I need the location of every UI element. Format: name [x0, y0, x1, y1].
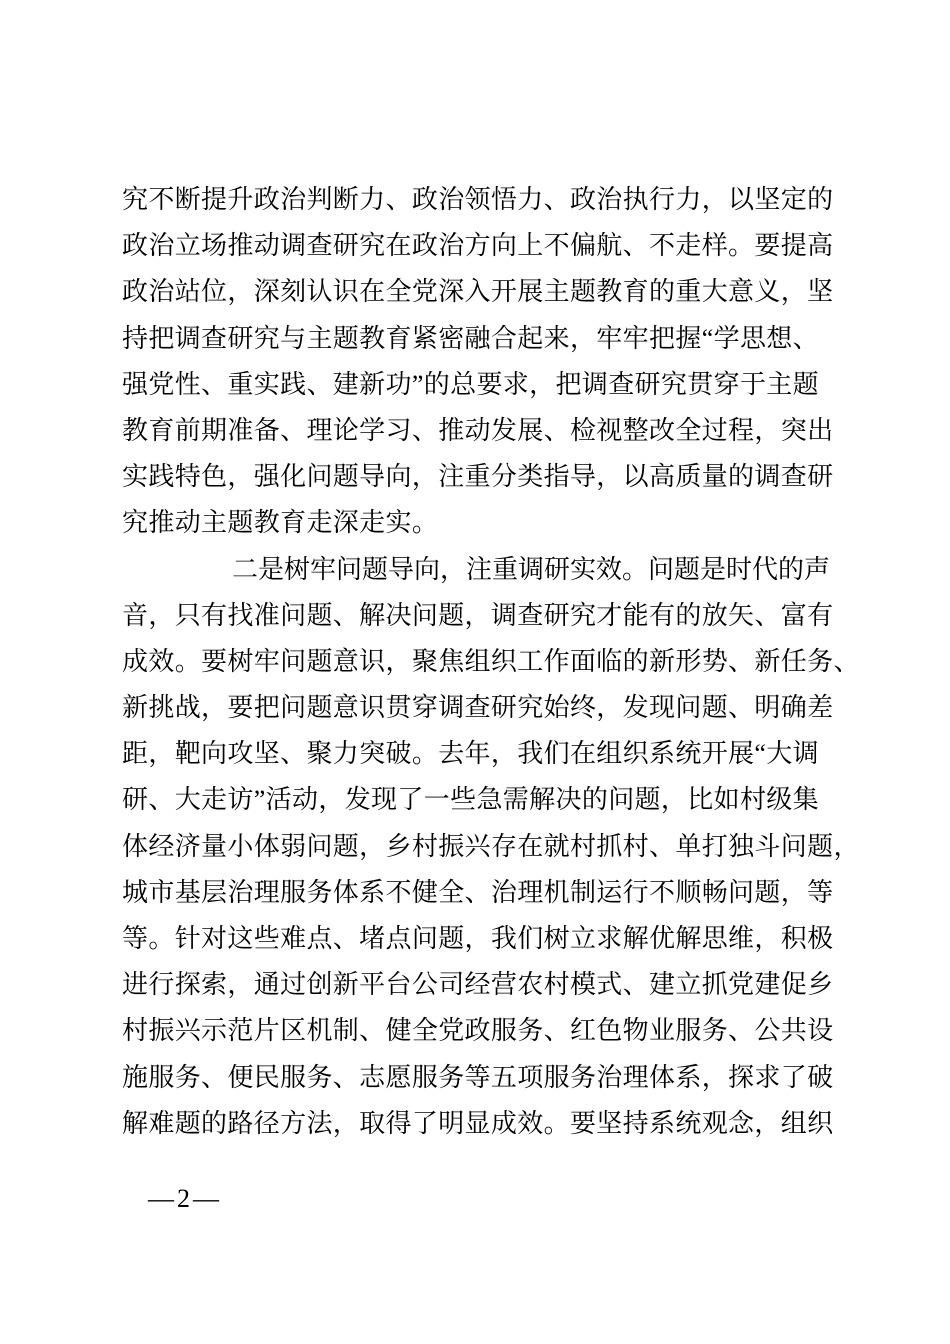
document-body	[122, 177, 860, 1147]
text-line: 教育前期准备、理论学习、推动发展、检视整改全过程，突出	[122, 415, 834, 445]
text-line: 成效。要树牢问题意识，聚焦组织工作面临的新形势、新任务、	[122, 646, 860, 676]
text-line: 城市基层治理服务体系不健全、治理机制运行不顺畅问题，等	[122, 877, 834, 907]
text-line: 强党性、重实践、建新功”的总要求，把调查研究贯穿于主题	[122, 369, 819, 399]
text-line: 持把调查研究与主题教育紧密融合起来，牢牢把握“学思想、	[122, 323, 819, 353]
text-line-paragraph-start: 二是树牢问题导向，注重调研实效。问题是时代的声	[232, 554, 831, 584]
text-line: 音，只有找准问题、解决问题，调查研究才能有的放矢、富有	[122, 600, 834, 630]
text-line: 解难题的路径方法，取得了明显成效。要坚持系统观念，组织	[122, 1108, 834, 1138]
text-line: 等。针对这些难点、堵点问题，我们树立求解优解思维，积极	[122, 924, 834, 953]
text-line: 体经济量小体弱问题，乡村振兴存在就村抓村、单打独斗问题，	[122, 831, 860, 861]
text-line: 新挑战，要把问题意识贯穿调查研究始终，发现问题、明确差	[122, 693, 834, 723]
page-number: —2—	[148, 1184, 222, 1213]
text-line: 究不断提升政治判断力、政治领悟力、政治执行力，以坚定的	[122, 185, 834, 214]
text-line: 研、大走访”活动，发现了一些急需解决的问题，比如村级集	[122, 785, 819, 815]
text-line-paragraph-end: 究推动主题教育走深走实。	[122, 508, 439, 538]
text-line: 施服务、便民服务、志愿服务等五项服务治理体系，探求了破	[122, 1062, 834, 1092]
text-line: 政治站位，深刻认识在全党深入开展主题教育的重大意义，坚	[122, 277, 834, 307]
text-line: 进行探索，通过创新平台公司经营农村模式、建立抓党建促乡	[122, 970, 834, 1000]
text-line: 村振兴示范片区机制、健全党政服务、红色物业服务、公共设	[122, 1016, 834, 1046]
text-line: 政治立场推动调查研究在政治方向上不偏航、不走样。要提高	[122, 231, 834, 261]
text-line: 实践特色，强化问题导向，注重分类指导，以高质量的调查研	[122, 462, 834, 492]
page-footer	[148, 1183, 222, 1215]
text-line: 距，靶向攻坚、聚力突破。去年，我们在组织系统开展“大调	[122, 739, 819, 769]
